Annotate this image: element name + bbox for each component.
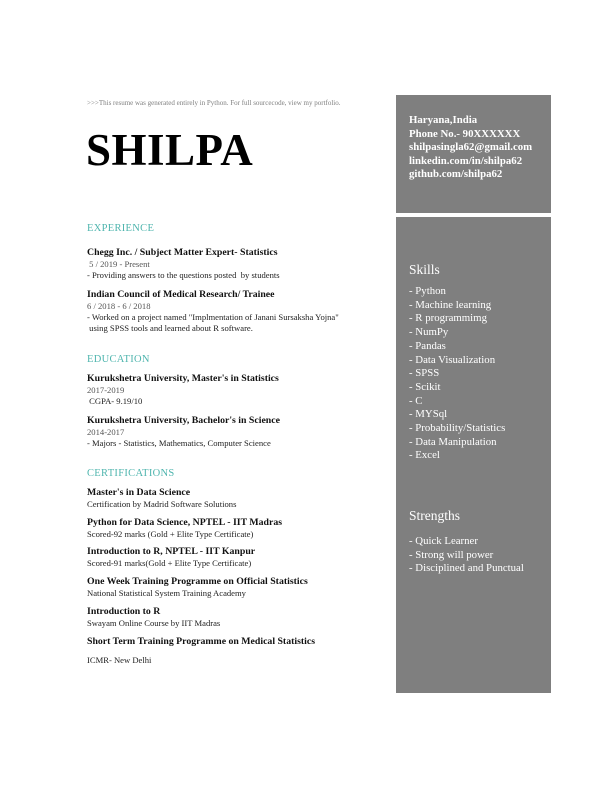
certification-item — [87, 606, 387, 629]
location: Haryana,India — [409, 114, 478, 126]
experience-title: Indian Council of Medical Research/ Trainee — [87, 289, 275, 300]
contact-panel — [396, 95, 551, 213]
linkedin-link[interactable]: linkedin.com/in/shilpa62 — [409, 154, 523, 167]
skill-item: - Probability/Statistics — [409, 422, 506, 435]
certification-detail: ICMR- New Delhi — [87, 655, 152, 665]
skill-item: - Excel — [409, 449, 440, 462]
github-link[interactable]: github.com/shilpa62 — [409, 168, 503, 181]
education-title: Kurukshetra University, Master's in Statistics — [87, 373, 279, 384]
strengths-list — [409, 535, 524, 576]
contact-info — [409, 114, 532, 182]
certifications-heading: CERTIFICATIONS — [87, 468, 175, 479]
certification-title: Python for Data Science, NPTEL - IIT Madras — [87, 517, 283, 528]
skill-item: - Scikit — [409, 380, 441, 393]
experience-item-chegg — [87, 247, 387, 281]
certification-detail: Swayam Online Course by IIT Madras — [87, 618, 221, 628]
strengths-heading: Strengths — [409, 508, 461, 523]
skill-item: - Python — [409, 285, 446, 297]
education-title: Kurukshetra University, Bachelor's in Science — [87, 415, 280, 426]
certification-item — [87, 546, 387, 569]
experience-description: - Providing answers to the questions posted by students — [87, 270, 280, 280]
certification-item — [87, 576, 387, 599]
certification-detail: Scored-92 marks (Gold + Elite Type Certificate) — [87, 529, 254, 539]
candidate-name: SHILPA — [86, 125, 254, 175]
skills-list — [409, 285, 505, 463]
strength-item: - Quick Learner — [409, 535, 478, 547]
skills-panel — [396, 217, 551, 693]
strength-item: - Disciplined and Punctual — [409, 562, 524, 575]
strength-item: - Strong will power — [409, 548, 494, 561]
skill-item: - MYSql — [409, 408, 448, 421]
skills-heading: Skills — [409, 262, 440, 277]
experience-date: 6 / 2018 - 6 / 2018 — [87, 301, 151, 311]
skill-item: - SPSS — [409, 367, 440, 380]
education-date: 2014-2017 — [87, 427, 125, 437]
skill-item: - NumPy — [409, 326, 449, 339]
experience-description: using SPSS tools and learned about R software. — [87, 323, 253, 333]
certification-detail: National Statistical System Training Academy — [87, 588, 246, 598]
certification-item — [87, 636, 387, 666]
certification-detail: Scored-91 marks(Gold + Elite Type Certificate) — [87, 558, 252, 568]
experience-title: Chegg Inc. / Subject Matter Expert- Statistics — [87, 247, 278, 258]
education-item-bachelors — [87, 415, 387, 449]
generated-note: >>>This resume was generated entirely in Python. For full sourcecode, view my portfolio. — [87, 99, 341, 107]
certification-item — [87, 517, 387, 540]
education-item-masters — [87, 373, 387, 407]
email-link[interactable]: shilpasingla62@gmail.com — [409, 141, 533, 154]
skill-item: - Pandas — [409, 339, 446, 352]
certification-title: Introduction to R — [87, 606, 161, 617]
education-date: 2017-2019 — [87, 385, 125, 395]
skill-item: - Data Manipulation — [409, 435, 497, 448]
phone: Phone No.- 90XXXXXX — [409, 127, 521, 140]
experience-heading: EXPERIENCE — [87, 223, 155, 234]
skill-item: - Machine learning — [409, 298, 492, 311]
certification-title: Short Term Training Programme on Medical Statistics — [87, 636, 316, 647]
certification-title: One Week Training Programme on Official Statistics — [87, 576, 308, 587]
education-detail: CGPA- 9.19/10 — [87, 396, 143, 406]
certification-item — [87, 487, 387, 510]
experience-date: 5 / 2019 - Present — [87, 259, 150, 269]
experience-item-icmr — [87, 289, 387, 334]
education-heading: EDUCATION — [87, 354, 150, 365]
certification-title: Master's in Data Science — [87, 487, 191, 498]
certification-detail: Certification by Madrid Software Solutions — [87, 499, 237, 509]
certification-title: Introduction to R, NPTEL - IIT Kanpur — [87, 546, 256, 557]
skill-item: - Data Visualization — [409, 353, 496, 366]
skill-item: - R programmimg — [409, 312, 487, 325]
skill-item: - C — [409, 394, 423, 407]
education-detail: - Majors - Statistics, Mathematics, Computer Science — [87, 438, 271, 448]
experience-description: - Worked on a project named "Implmentation of Janani Sursaksha Yojna" — [87, 312, 339, 322]
